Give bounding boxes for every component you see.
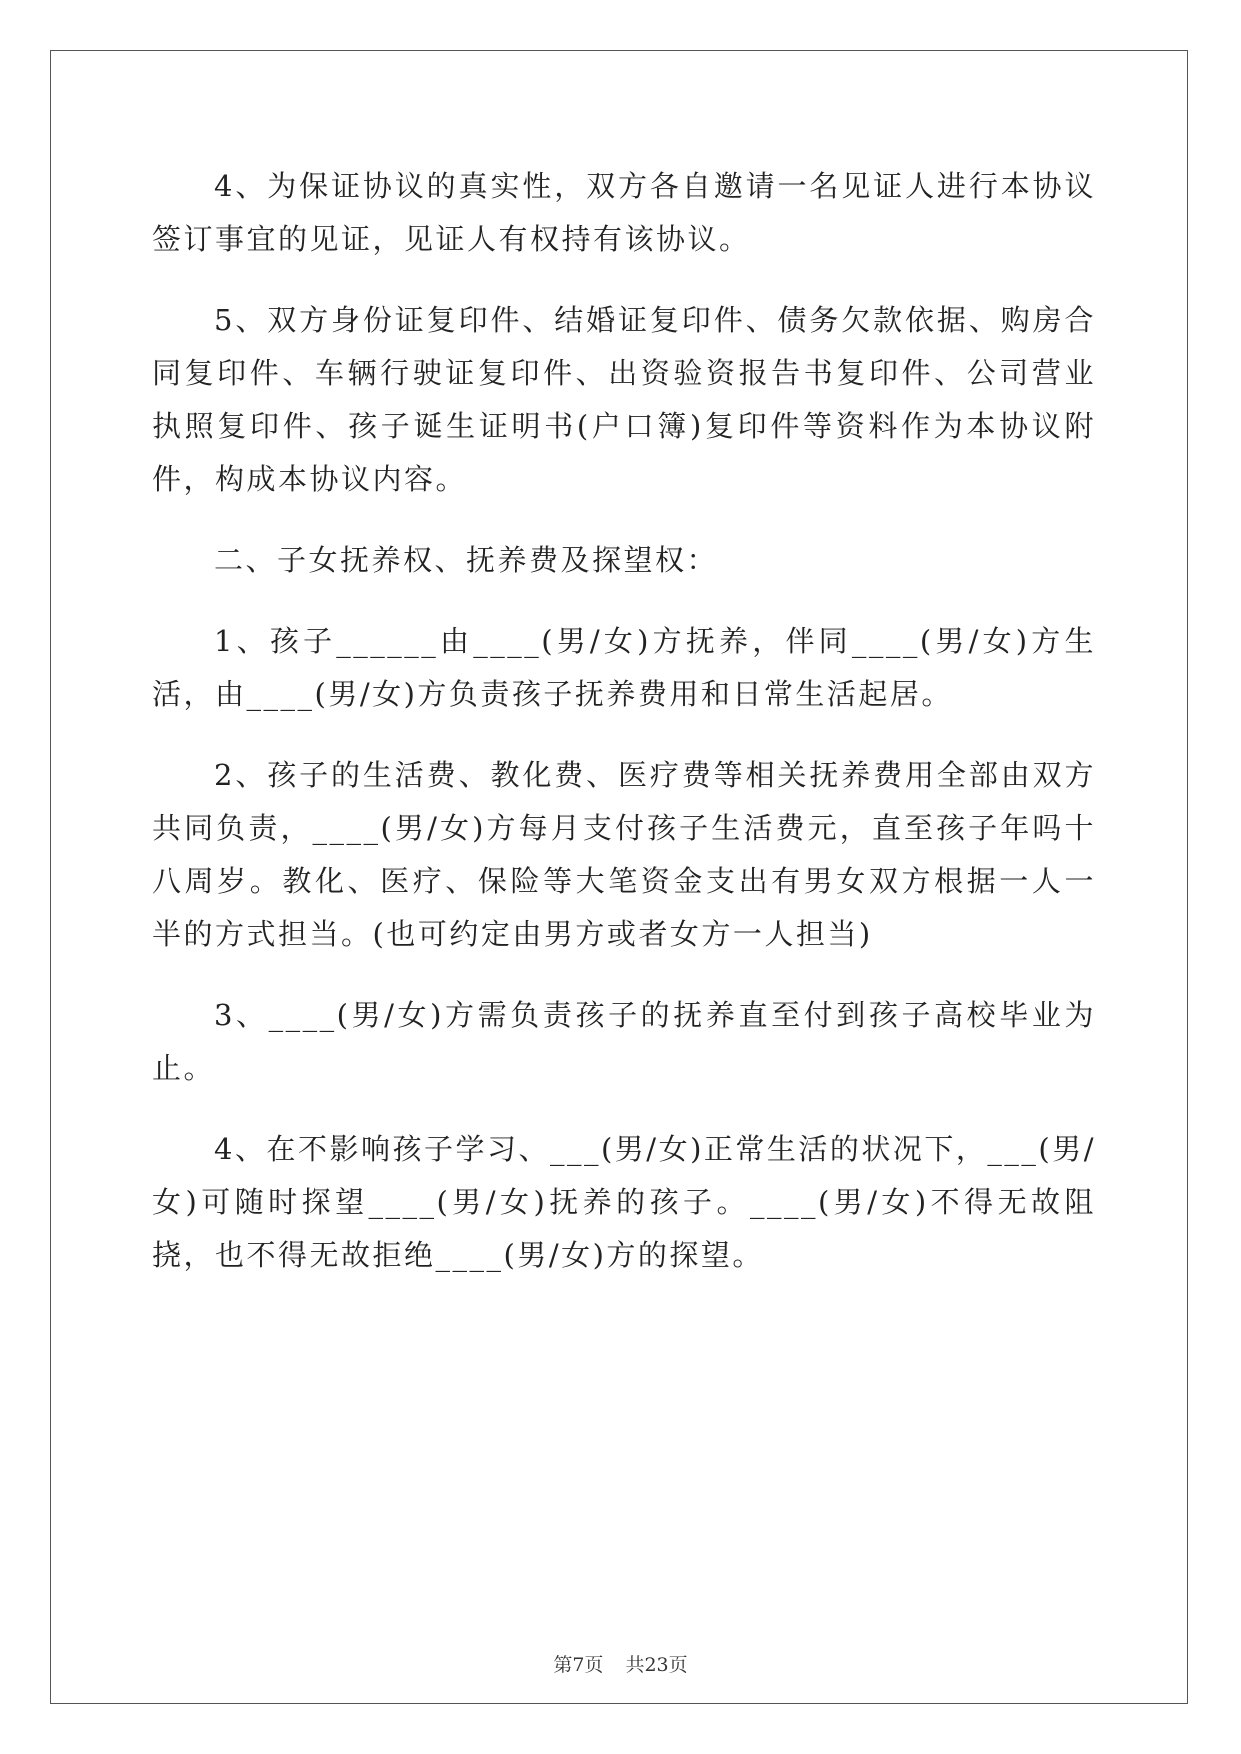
page-footer [0,1650,1241,1677]
section-heading: 二、子女抚养权、抚养费及探望权： [214,543,719,577]
paragraph: 5、双方身份证复印件、结婚证复印件、债务欠款依据、购房合同复印件、车辆行驶证复印件、出资验资报告书复印件、公司营业执照复印件、孩子诞生证明书(户口簿)复印件等资料作为本协议附件，构成本协议内容。 [152,303,1096,496]
page-number: 第7页 [553,1654,604,1676]
paragraph: 4、为保证协议的真实性，双方各自邀请一名见证人进行本协议签订事宜的见证，见证人有权持有该协议。 [152,169,1096,256]
paragraph: 2、孩子的生活费、教化费、医疗费等相关抚养费用全部由双方共同负责，____(男/女)方每月支付孩子生活费元，直至孩子年吗十八周岁。教化、医疗、保险等大笔资金支出有男女双方根据一人一半的方式担当。(也可约定由男方或者女方一人担当) [152,758,1096,951]
paragraph: 4、在不影响孩子学习、___(男/女)正常生活的状况下，___(男/女)可随时探望____(男/女)抚养的孩子。____(男/女)不得无故阻挠，也不得无故拒绝____(男/女)方的探望。 [152,1132,1096,1272]
paragraph: 3、____(男/女)方需负责孩子的抚养直至付到孩子高校毕业为止。 [152,998,1096,1085]
paragraph: 1、孩子______由____(男/女)方抚养，伴同____(男/女)方生活，由____(男/女)方负责孩子抚养费用和日常生活起居。 [152,624,1096,711]
document-body [152,160,1096,1310]
page-total: 共23页 [625,1654,688,1676]
